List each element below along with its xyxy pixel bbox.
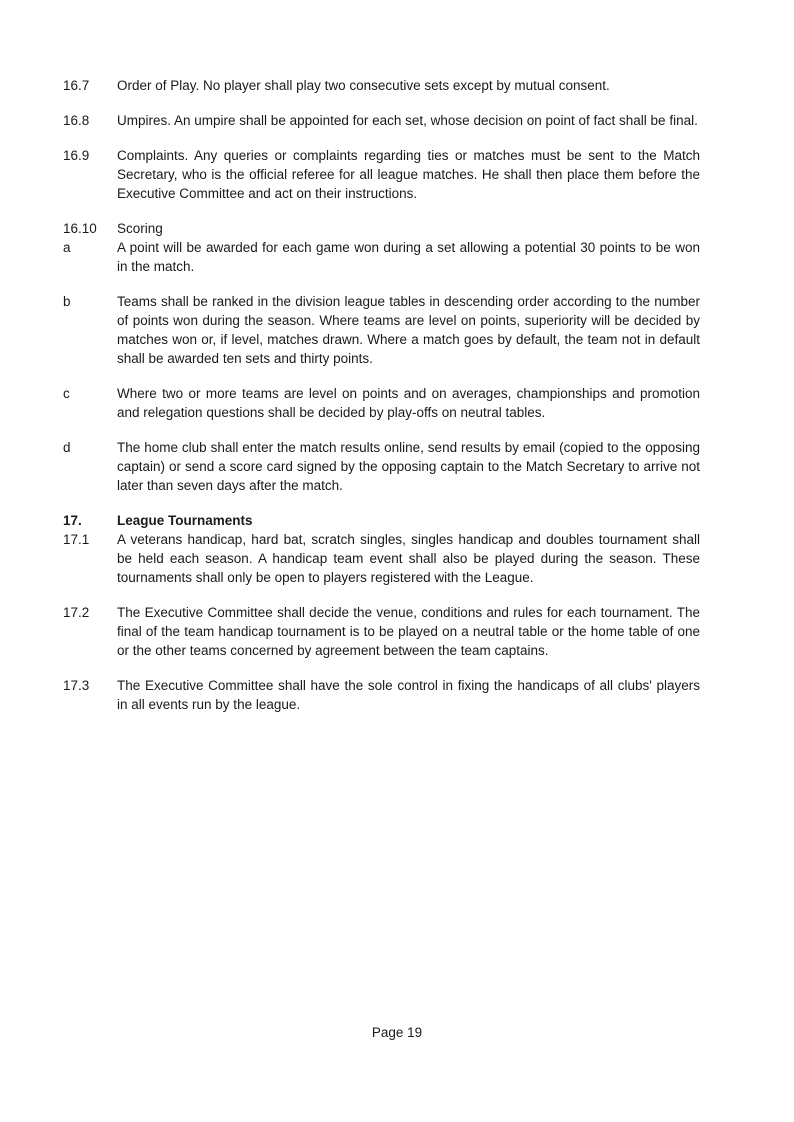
rule-text: A veterans handicap, hard bat, scratch singles, singles handicap and doubles tournament shall be held each season. A handicap team event shall also be played during the season. These tournaments shall only be open to players registered with the League. bbox=[117, 532, 700, 585]
rule-section bbox=[63, 76, 700, 95]
rule-text: Order of Play. No player shall play two consecutive sets except by mutual consent. bbox=[117, 78, 610, 93]
rule-number: 17. bbox=[63, 513, 82, 528]
rule-text: The Executive Committee shall decide the venue, conditions and rules for each tournament. The final of the team handicap tournament is to be played on a neutral table or the home table of one or the other teams concerned by agreement between the team captains. bbox=[117, 605, 700, 658]
rule-number: 16.8 bbox=[63, 113, 90, 128]
rule-number: 16.9 bbox=[63, 148, 90, 163]
rule-text: A point will be awarded for each game won during a set allowing a potential 30 points to be won in the match. bbox=[117, 240, 700, 274]
rule-number: 16.10 bbox=[63, 221, 97, 236]
rule-number: 17.2 bbox=[63, 605, 90, 620]
rule-text: The home club shall enter the match results online, send results by email (copied to the opposing captain) or send a score card signed by the opposing captain to the Match Secretary to arrive not later than seven days after the match. bbox=[117, 440, 700, 493]
rule-number: a bbox=[63, 240, 71, 255]
rule-text: Complaints. Any queries or complaints regarding ties or matches must be sent to the Match Secretary, who is the official referee for all league matches. He shall then place them before the Executive Committee and act on their instructions. bbox=[117, 148, 700, 201]
page-footer: Page 19 bbox=[371, 1025, 423, 1040]
rule-text: Where two or more teams are level on points and on averages, championships and promotion and relegation questions shall be decided by play-offs on neutral tables. bbox=[117, 386, 700, 420]
rule-section bbox=[63, 384, 700, 422]
rule-text: League Tournaments bbox=[117, 513, 253, 528]
rule-section bbox=[63, 603, 700, 660]
rule-section bbox=[63, 292, 700, 368]
rule-text: The Executive Committee shall have the sole control in fixing the handicaps of all clubs' players in all events run by the league. bbox=[117, 678, 700, 712]
rule-number: b bbox=[63, 294, 71, 309]
rule-section bbox=[63, 238, 700, 276]
rule-section bbox=[63, 676, 700, 714]
rule-number: d bbox=[63, 440, 71, 455]
document-body bbox=[63, 76, 700, 730]
rule-number: 17.3 bbox=[63, 678, 90, 693]
rule-number: c bbox=[63, 386, 70, 401]
rule-section bbox=[63, 146, 700, 203]
rule-text: Teams shall be ranked in the division league tables in descending order according to the number of points won during the season. Where teams are level on points, superiority will be decided by matches won or, if level, matches drawn. Where a match goes by default, the team not in default shall be awarded ten sets and thirty points. bbox=[117, 294, 700, 366]
rule-section bbox=[63, 219, 700, 238]
rule-number: 16.7 bbox=[63, 78, 90, 93]
rule-section bbox=[63, 530, 700, 587]
rule-text: Umpires. An umpire shall be appointed for each set, whose decision on point of fact shall be final. bbox=[117, 113, 698, 128]
rule-section bbox=[63, 511, 700, 530]
rule-text: Scoring bbox=[117, 221, 163, 236]
rule-number: 17.1 bbox=[63, 532, 90, 547]
rule-section bbox=[63, 438, 700, 495]
rule-section bbox=[63, 111, 700, 130]
